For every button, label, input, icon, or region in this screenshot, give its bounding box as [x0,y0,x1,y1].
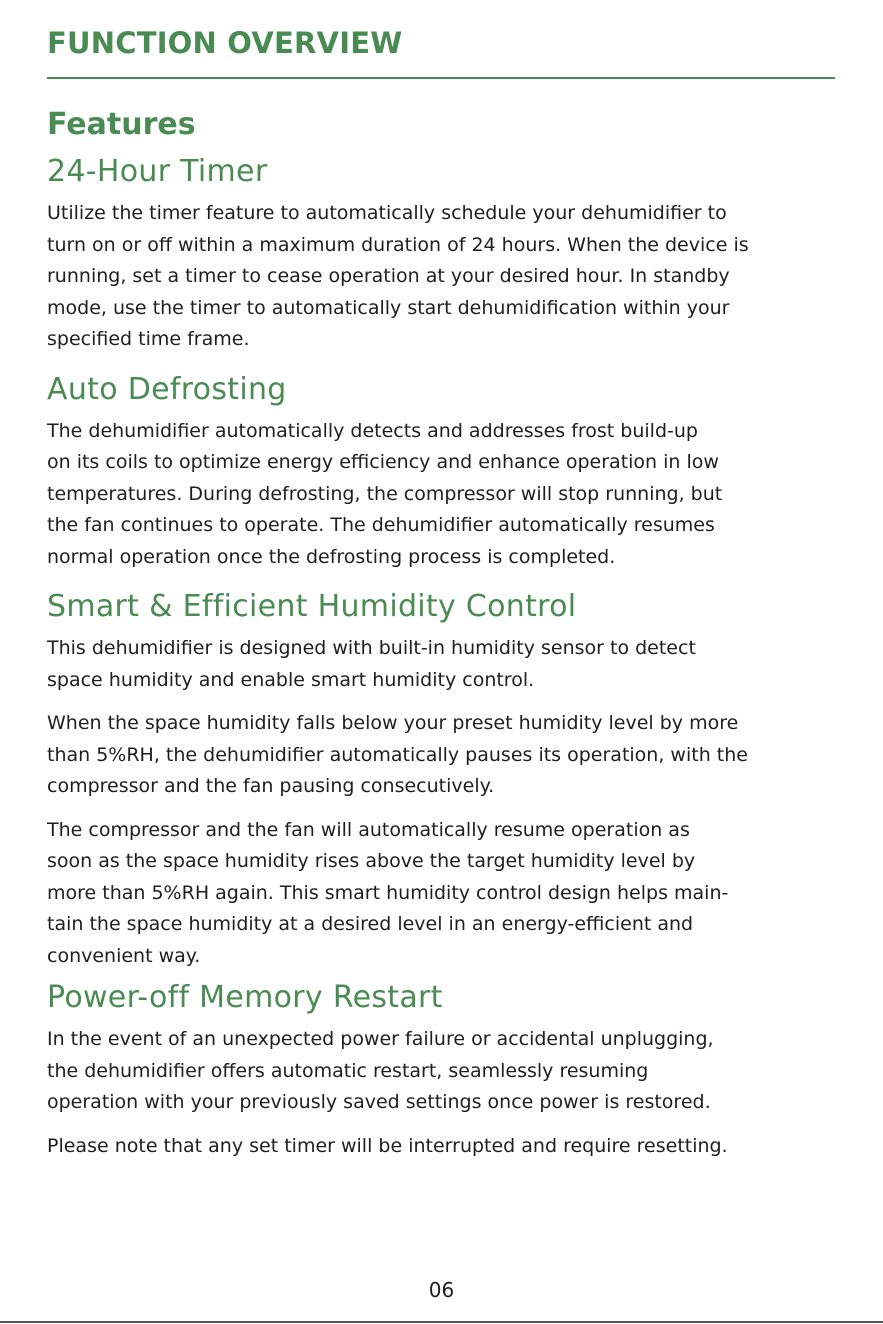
section-paragraph: When the space humidity falls below your preset humidity level by more than 5%RH, the dehumidifier automatically pauses its operation, with the compressor and the fan pausing consecutively. [47,712,748,797]
section-paragraph: In the event of an unexpected power failure or accidental unplugging, the dehumidifier offers automatic restart, seamlessly resuming operation with your previously saved settings once power is restored. [47,1028,714,1113]
section-auto-defrosting [47,356,847,574]
section-heading: Power-off Memory Restart [47,980,443,1015]
section-heading: 24-Hour Timer [47,154,268,189]
page-number: 06 [428,1278,455,1302]
page-header-title: FUNCTION OVERVIEW [47,26,403,60]
section-paragraph: The compressor and the fan will automatically resume operation as soon as the space humidity rises above the target humidity level by more than 5%RH again. This smart humidity control design helps main- tain the space humidity at a desired level in an energy-efficient and convenient way. [47,818,729,967]
section-heading: Smart & Efficient Humidity Control [47,589,577,624]
bottom-divider [0,1321,883,1323]
section-paragraph: This dehumidifier is designed with built-in humidity sensor to detect space humidity and enable smart humidity control. [47,637,696,691]
section-paragraph: The dehumidifier automatically detects and addresses frost build-up on its coils to optimize energy efficiency and enhance operation in low temperatures. During defrosting, the compressor will stop running, but the fan continues to operate. The dehumidifier automatically resumes normal operation once the defrosting process is completed. [47,419,723,568]
header-divider [47,77,835,79]
section-heading: Auto Defrosting [47,371,287,407]
section-24-hour-timer [47,146,847,356]
section-paragraph: Utilize the timer feature to automatically schedule your dehumidifier to turn on or off within a maximum duration of 24 hours. When the device is running, set a timer to cease operation at your desired hour. In standby mode, use the timer to automatically start dehumidification within your specified time frame. [47,202,749,350]
section-smart-humidity-control [47,573,847,972]
section-paragraph: Please note that any set timer will be interrupted and require resetting. [47,1134,728,1157]
main-content [47,104,847,1162]
section-power-off-memory-restart [47,972,847,1162]
features-title: Features [47,107,196,142]
